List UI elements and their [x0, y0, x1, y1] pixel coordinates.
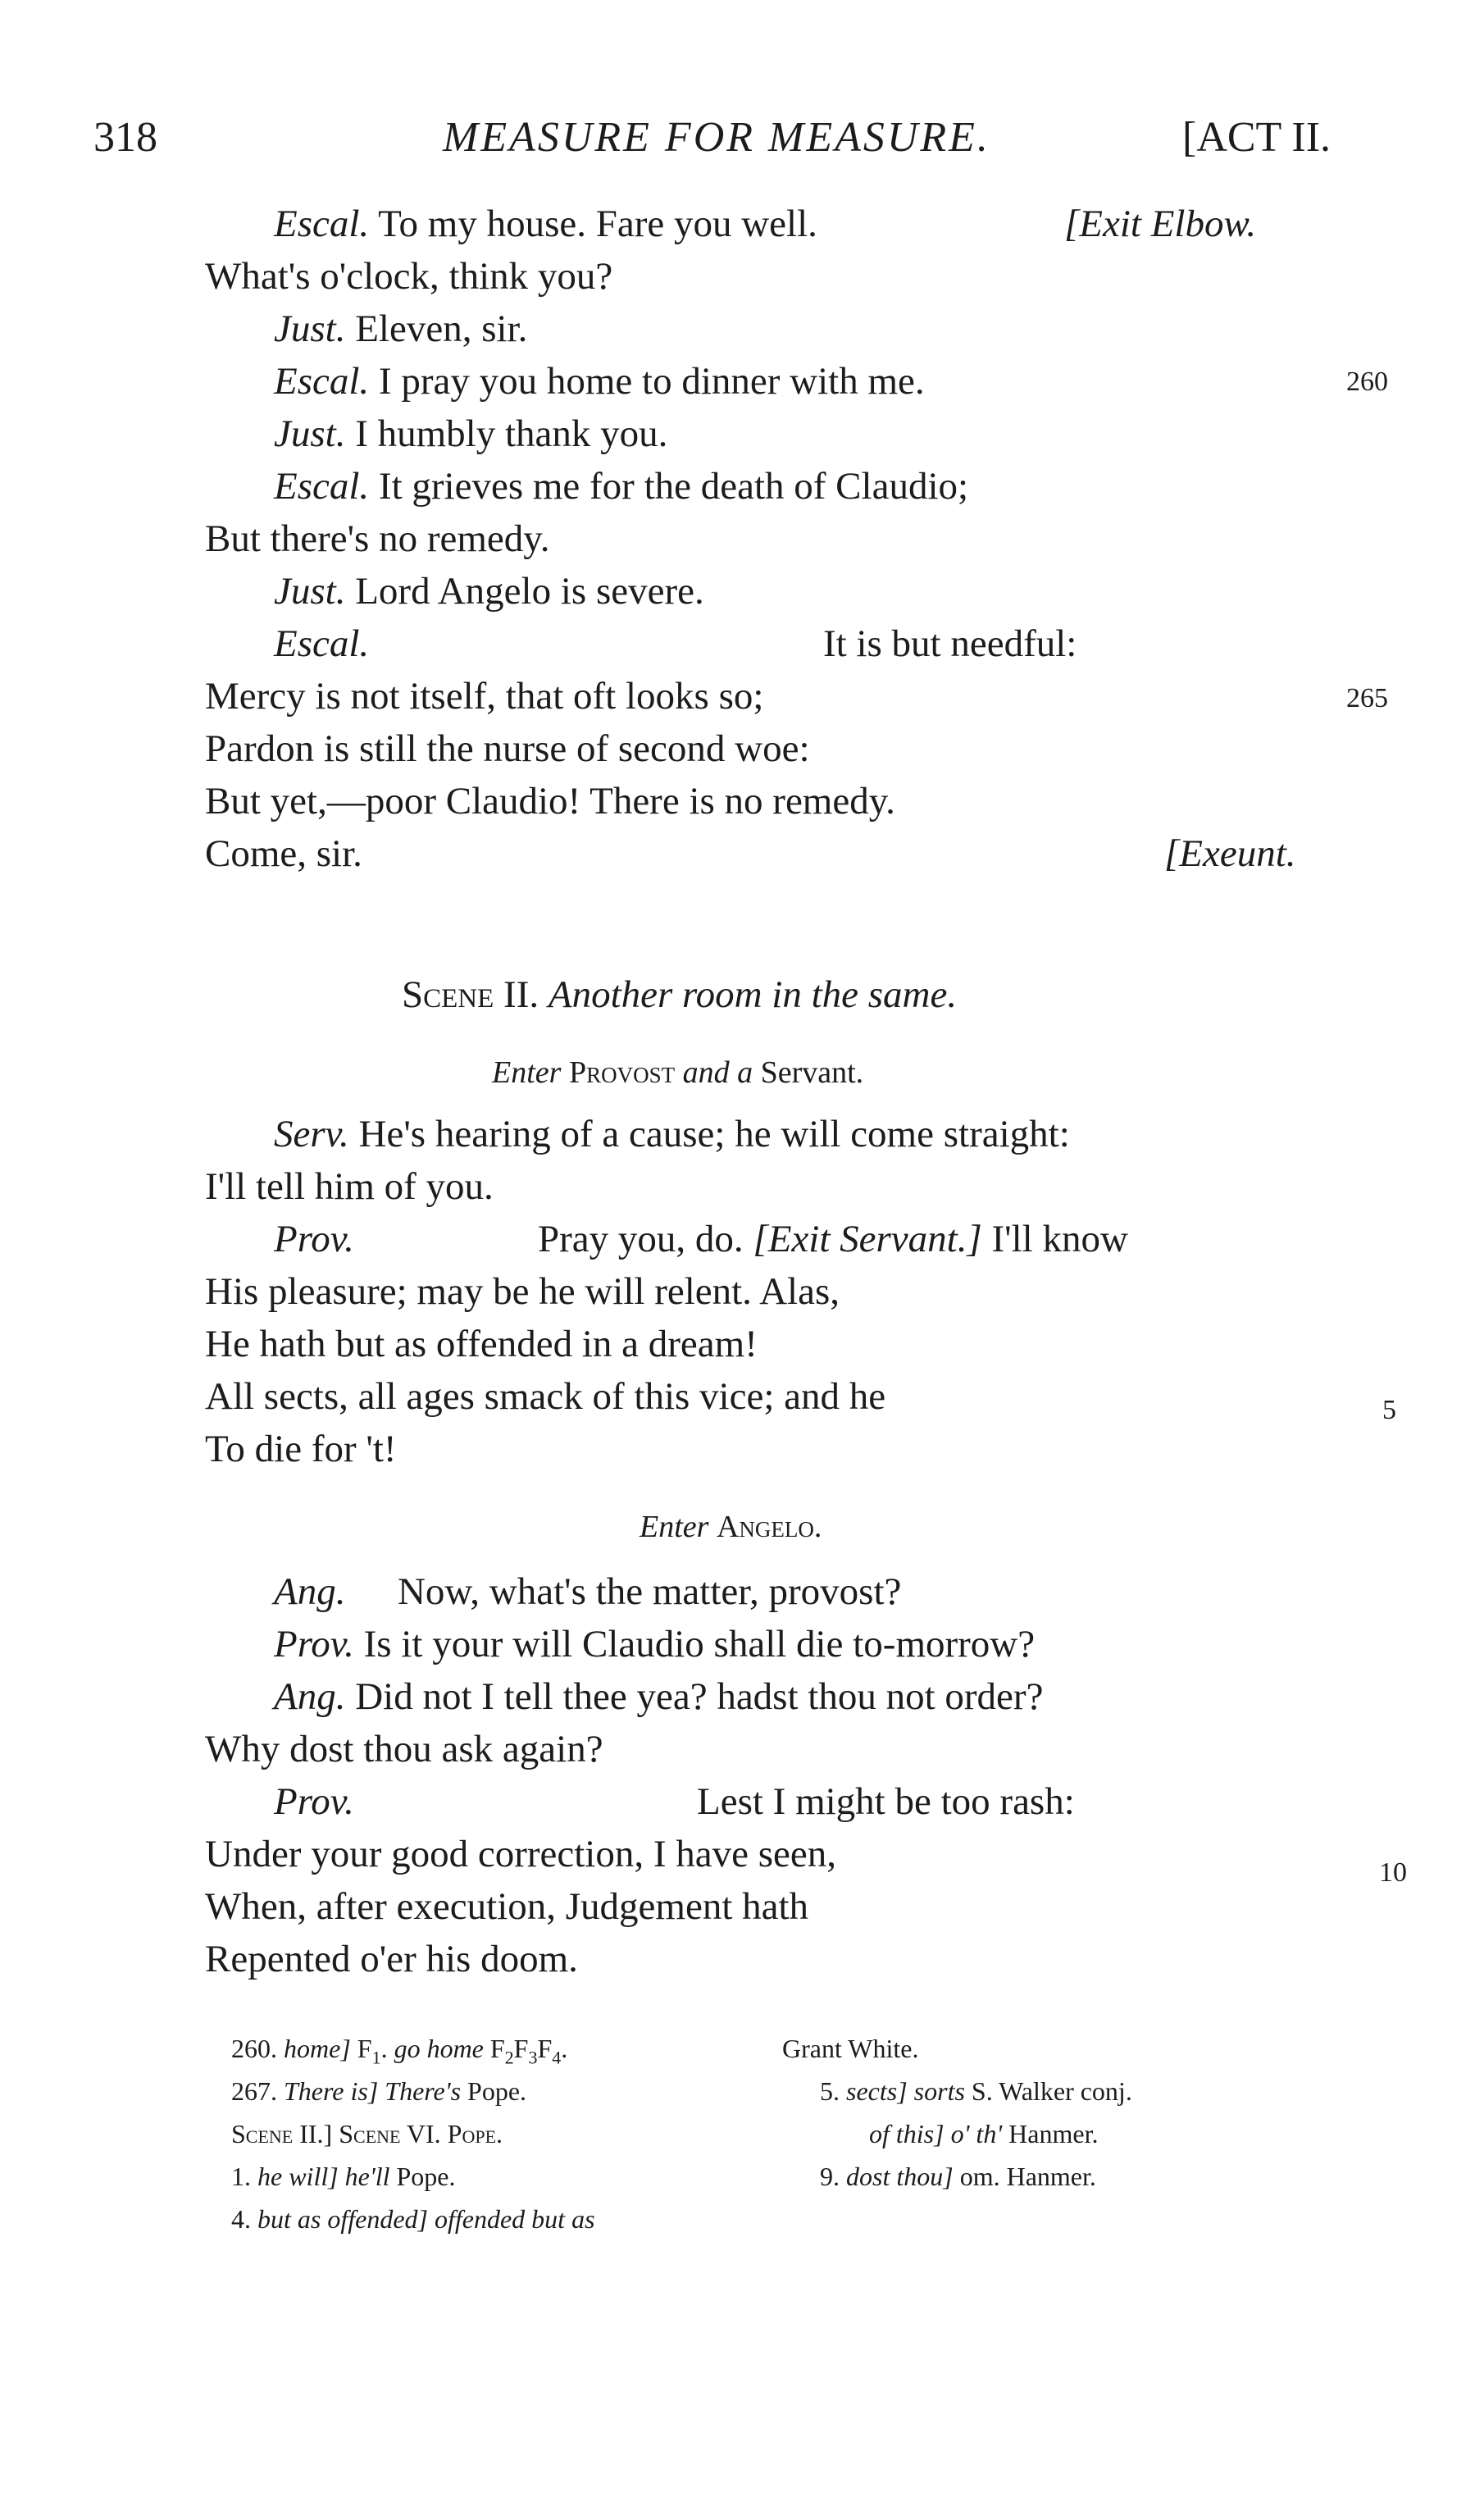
verse-line — [274, 305, 527, 353]
line-text: Is it your will Claudio shall die to-morrow? — [363, 1623, 1036, 1665]
footnote-lemma: home] — [284, 2034, 351, 2063]
character-name: Provost — [568, 1055, 676, 1090]
footnote-continuation: Grant White. — [782, 2034, 919, 2063]
enter-word: Enter — [640, 1510, 709, 1544]
verse-line — [274, 567, 704, 615]
speaker: Ang. — [274, 1570, 346, 1613]
verse-line: But there's no remedy. — [205, 517, 550, 560]
footnote-lemma: dost thou] — [846, 2162, 954, 2191]
footnote: 260. home] $F_1$. go home $F_2F_3F_4$. — [231, 2034, 568, 2068]
footnote-source: Pope. — [396, 2162, 456, 2191]
footnote-reading: Scene VI. — [339, 2119, 441, 2148]
verse-line: Why dost thou ask again? — [205, 1728, 603, 1770]
footnote — [231, 2075, 526, 2107]
verse-line — [274, 1620, 1035, 1668]
character-name: Angelo. — [716, 1510, 822, 1544]
act-label: [ACT II. — [1182, 114, 1332, 161]
page-number: 318 — [93, 114, 157, 161]
scene-label: Scene II. — [402, 973, 539, 1016]
scene-heading — [402, 971, 957, 1018]
line-text: Did not I tell thee yea? hadst thou not order? — [355, 1675, 1044, 1718]
verse-line — [274, 1110, 1070, 1158]
entrance-direction — [640, 1507, 822, 1547]
line-number: 5 — [1382, 1395, 1396, 1425]
folio-sub: 2 — [504, 2047, 514, 2068]
verse-line — [274, 1568, 901, 1615]
line-text: He's hearing of a cause; he will come straight: — [358, 1113, 1070, 1155]
footnote-reading: o' th' — [950, 2119, 1003, 2148]
verse-line — [274, 410, 667, 458]
verse-line: Lest I might be too rash: — [697, 1780, 1075, 1823]
line-text: Eleven, sir. — [355, 308, 528, 350]
speaker: Escal. — [274, 360, 370, 403]
line-text: To my house. Fare you well. — [378, 203, 817, 245]
speaker: Escal. — [274, 622, 370, 665]
speaker: Just. — [274, 412, 346, 455]
folio-sub: 1 — [371, 2047, 381, 2068]
footnote — [869, 2117, 1098, 2150]
footnote-lemma: sects] — [846, 2076, 908, 2106]
line-text: I pray you home to dinner with me. — [378, 360, 925, 403]
footnote-ref: 9. — [820, 2162, 840, 2191]
footnote-source: Pope. — [467, 2076, 527, 2106]
footnote-reading: sorts — [913, 2076, 965, 2106]
footnote — [231, 2117, 503, 2150]
footnote — [231, 2160, 456, 2193]
footnote-reading: There's — [385, 2076, 462, 2106]
speaker: Just. — [274, 308, 346, 350]
speaker: Ang. — [274, 1675, 346, 1718]
footnote — [231, 2203, 595, 2235]
verse-line: Pardon is still the nurse of second woe: — [205, 727, 810, 770]
speaker: Prov. — [274, 1623, 354, 1665]
enter-word: Enter — [492, 1055, 562, 1090]
footnote-source: S. Walker conj. — [971, 2076, 1132, 2106]
folio: F — [513, 2034, 529, 2063]
line-number: 260 — [1346, 367, 1388, 397]
verse-line: What's o'clock, think you? — [205, 255, 613, 298]
footnote-reading: he'll — [344, 2162, 390, 2191]
conjunction: and a — [682, 1055, 753, 1090]
footnote — [820, 2160, 1096, 2193]
footnote-ref: 267. — [231, 2076, 277, 2106]
verse-line: Repented o'er his doom. — [205, 1938, 578, 1980]
running-title: MEASURE FOR MEASURE. — [443, 114, 990, 161]
footnote-reading: offended but as — [434, 2204, 595, 2234]
folio: F — [357, 2034, 372, 2063]
line-text: Now, what's the matter, provost? — [397, 1570, 902, 1613]
line-number: 265 — [1346, 683, 1388, 713]
verse-line: It is but needful: — [823, 622, 1077, 665]
line-text: Lord Angelo is severe. — [355, 570, 704, 613]
line-text: Pray you, do. — [538, 1218, 744, 1260]
line-text: I humbly thank you. — [355, 412, 668, 455]
footnote-ref: 5. — [820, 2076, 840, 2106]
entrance-direction — [492, 1053, 863, 1092]
verse-line — [274, 358, 925, 405]
verse-line — [274, 200, 817, 248]
stage-direction: [Exit Servant.] — [753, 1218, 982, 1260]
footnote-ref: 1. — [231, 2162, 251, 2191]
line-number: 10 — [1379, 1857, 1407, 1888]
footnote-ref: 4. — [231, 2204, 251, 2234]
line-text: I'll know — [991, 1218, 1128, 1260]
verse-line: I'll tell him of you. — [205, 1165, 494, 1208]
speaker: Prov. — [274, 1780, 354, 1823]
footnote-ref: 260. — [231, 2034, 277, 2063]
speaker: Prov. — [274, 1218, 354, 1260]
line-text: It grieves me for the death of Claudio; — [378, 465, 969, 508]
footnote-lemma: There is] — [284, 2076, 379, 2106]
verse-line: Under your good correction, I have seen, — [205, 1833, 836, 1875]
footnote-lemma: he will] — [257, 2162, 339, 2191]
verse-line: To die for 't! — [205, 1428, 397, 1470]
folio: F — [489, 2034, 505, 2063]
footnote-lemma: Scene II.] — [231, 2119, 333, 2148]
verse-line — [538, 1215, 1128, 1263]
footnote-source: om. Hanmer. — [959, 2162, 1096, 2191]
footnote — [820, 2075, 1132, 2107]
folio-sub: 3 — [528, 2047, 538, 2068]
verse-line: When, after execution, Judgement hath — [205, 1885, 809, 1928]
verse-line — [274, 1673, 1043, 1720]
verse-line: But yet,—poor Claudio! There is no remedy. — [205, 780, 895, 822]
speaker: Escal. — [274, 203, 370, 245]
speaker: Escal. — [274, 465, 370, 508]
footnote-lemma: but as offended] — [257, 2204, 428, 2234]
punct: . — [561, 2034, 568, 2063]
footnote-source: Hanmer. — [1008, 2119, 1099, 2148]
stage-direction: [Exit Elbow. — [1064, 203, 1257, 245]
speaker: Just. — [274, 570, 346, 613]
folio: F — [537, 2034, 553, 2063]
footnote-source: Pope. — [447, 2119, 503, 2148]
character-name: Servant. — [760, 1055, 864, 1090]
stage-direction: [Exeunt. — [1164, 832, 1296, 875]
verse-line: Mercy is not itself, that oft looks so; — [205, 675, 764, 718]
verse-line — [274, 462, 968, 510]
verse-line: He hath but as offended in a dream! — [205, 1323, 758, 1365]
verse-line: Come, sir. — [205, 832, 362, 875]
verse-line: His pleasure; may be he will relent. Alas, — [205, 1270, 840, 1313]
footnote-lemma: of this] — [869, 2119, 945, 2148]
scene-location: Another room in the same. — [548, 973, 958, 1016]
speaker: Serv. — [274, 1113, 349, 1155]
folio-sub: 4 — [552, 2047, 562, 2068]
footnote-reading: go home — [394, 2034, 484, 2063]
verse-line: All sects, all ages smack of this vice; and he — [205, 1375, 886, 1418]
